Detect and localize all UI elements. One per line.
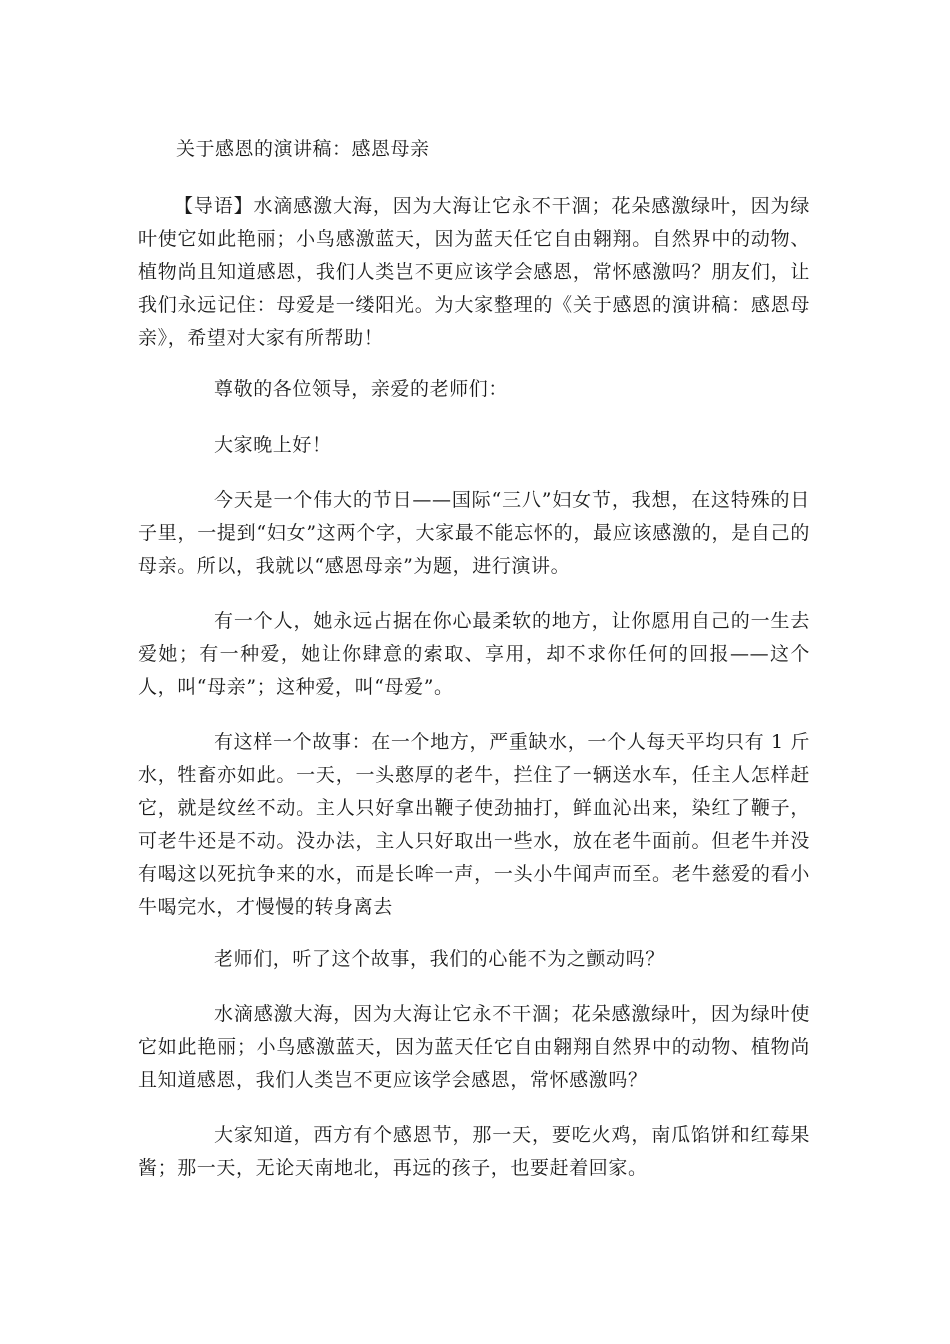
mother-love-paragraph: 有一个人，她永远占据在你心最柔软的地方，让你愿用自己的一生去爱她；有一种爱，她让你肆意的索取、享用，却不求你任何的回报——这个人，叫“母亲”；这种爱，叫“母爱”。 [138,610,810,698]
gratitude-nature-paragraph: 水滴感激大海，因为大海让它永不干涸；花朵感激绿叶，因为绿叶使它如此艳丽；小鸟感激蓝天，因为蓝天任它自由翱翔自然界中的动物、植物尚且知道感恩，我们人类岂不更应该学会感恩，常怀感激吗？ [138,1003,810,1091]
intro-paragraph: 【导语】水滴感激大海，因为大海让它永不干涸；花朵感激绿叶，因为绿叶使它如此艳丽；小鸟感激蓝天，因为蓝天任它自由翱翔。自然界中的动物、植物尚且知道感恩，我们人类岂不更应该学会感恩，常怀感激吗？朋友们，让我们永远记住：母爱是一缕阳光。为大家整理的《关于感恩的演讲稿：感恩母亲》，希望对大家有所帮助！ [138,195,810,349]
womens-day-paragraph: 今天是一个伟大的节日——国际“三八”妇女节，我想，在这特殊的日子里，一提到“妇女”这两个字，大家最不能忘怀的，最应该感激的，是自己的母亲。所以，我就以“感恩母亲”为题，进行演讲。 [138,489,810,577]
document-title: 关于感恩的演讲稿：感恩母亲 [176,138,430,160]
thanksgiving-paragraph: 大家知道，西方有个感恩节，那一天，要吃火鸡，南瓜馅饼和红莓果酱；那一天，无论天南地北，再远的孩子，也要赶着回家。 [138,1124,810,1179]
ox-story-paragraph: 有这样一个故事：在一个地方，严重缺水，一个人每天平均只有 1 斤水，牲畜亦如此。一天，一头憨厚的老牛，拦住了一辆送水车，任主人怎样赶它，就是纹丝不动。主人只好拿出鞭子使劲抽打，鲜血沁出来，染红了鞭子，可老牛还是不动。没办法，主人只好取出一些水，放在老牛面前。但老牛并没有喝这以死抗争来的水，而是长哞一声，一头小牛闻声而至。老牛慈爱的看小牛喝完水，才慢慢的转身离去 [138,731,810,918]
teachers-question-paragraph: 老师们，听了这个故事，我们的心能不为之颤动吗？ [214,948,665,970]
salutation-paragraph: 尊敬的各位领导，亲爱的老师们： [214,378,509,400]
greeting-paragraph: 大家晚上好！ [214,434,332,456]
